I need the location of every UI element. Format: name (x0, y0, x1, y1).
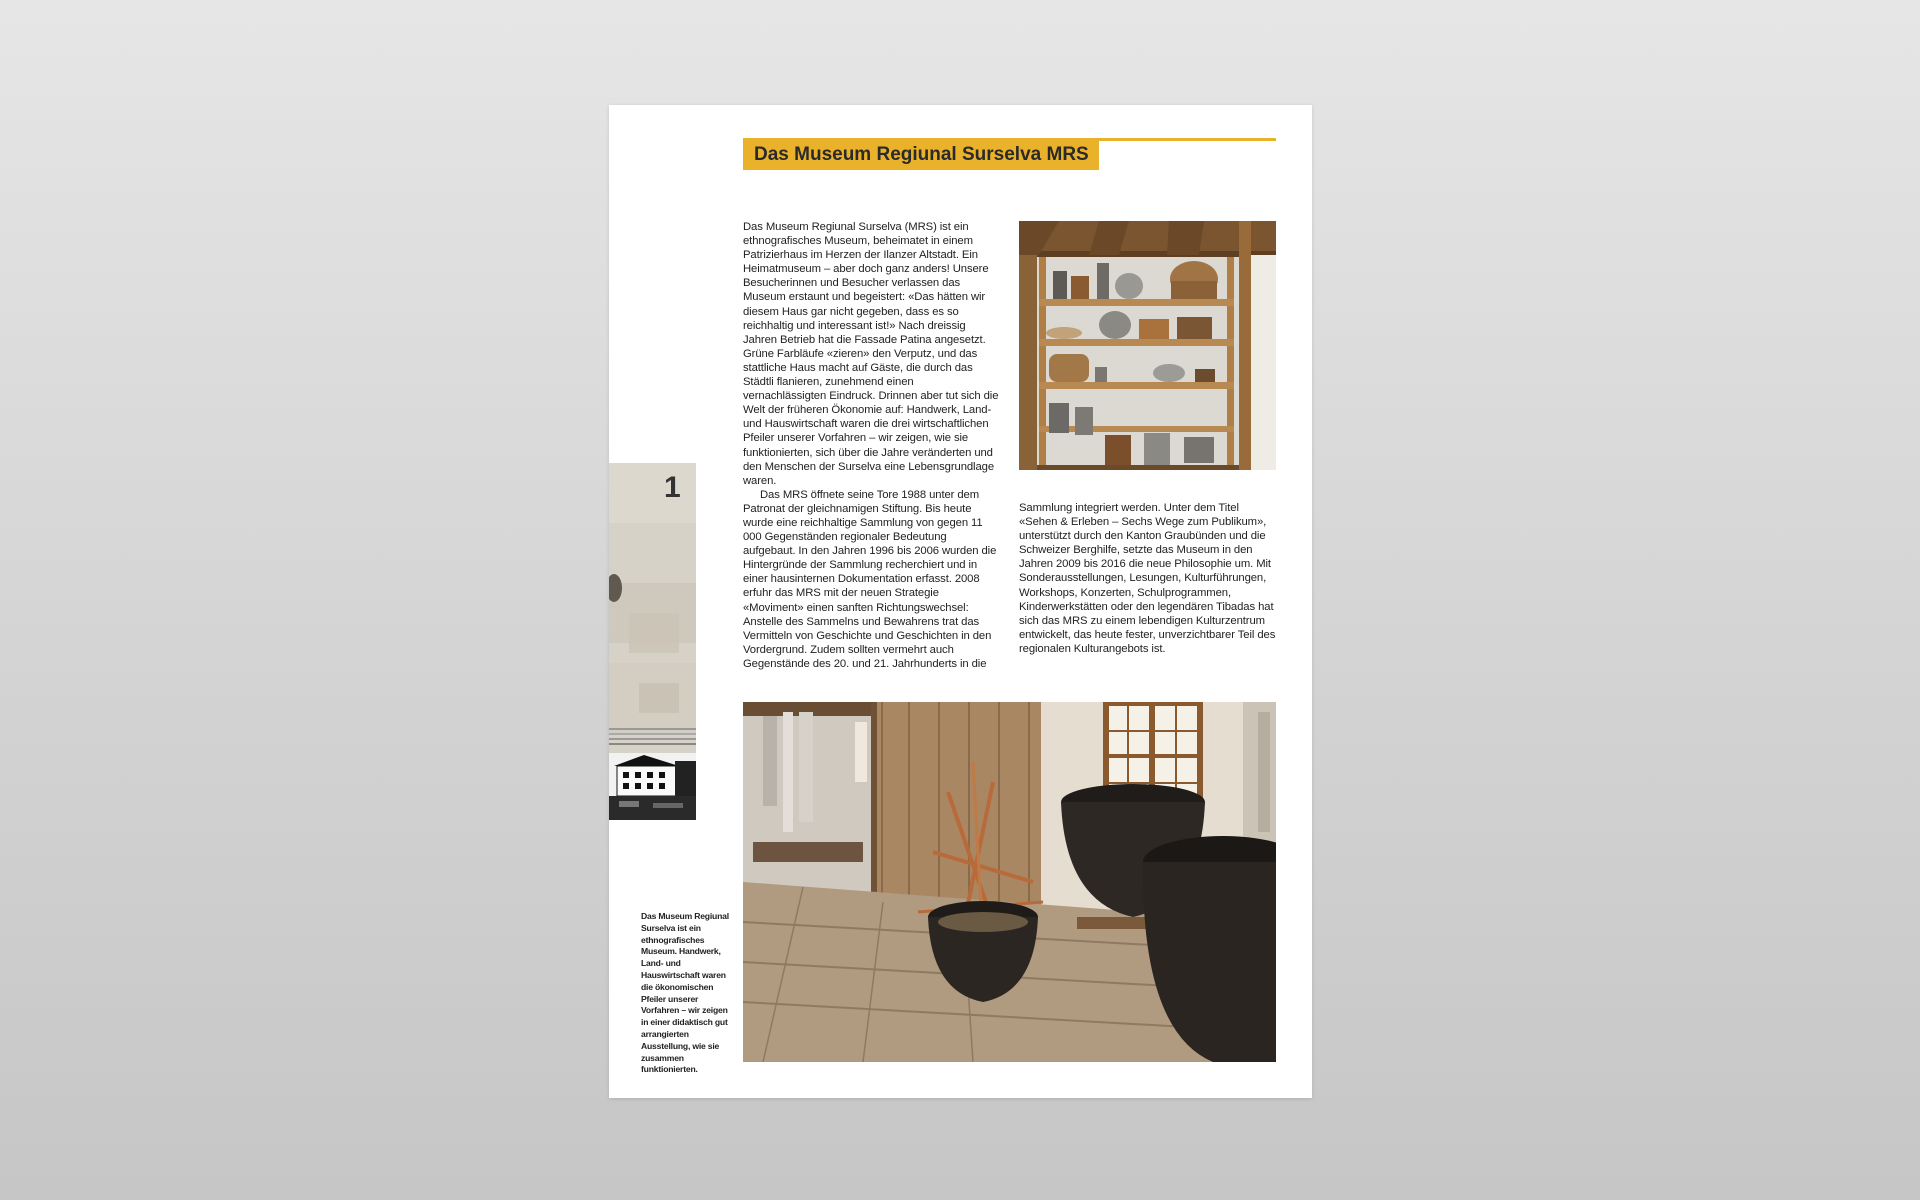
side-caption: Das Museum Regiunal Surselva ist ein ethnografisches Museum. Handwerk, Land- und Hauswirtschaft waren die ökonomischen Pfeiler unserer Vorfahren – wir zeigen in einer didaktisch gut arrangierten Ausstellung, wie sie zusammen funktionierten. (641, 911, 729, 1075)
section-number: 1 (664, 471, 681, 504)
side-strip-image (609, 463, 696, 820)
magazine-page (609, 105, 1312, 1098)
photo-museum-room (743, 702, 1276, 1062)
paragraph-1: Das Museum Regiunal Surselva (MRS) ist ein ethnografisches Museum, beheimatet in einem Patrizierhaus im Herzen der Ilanzer Altstadt. Ein Heimatmuseum – aber doch ganz anders! Unsere Besucherinnen und Besucher verlassen das Museum erstaunt und begeistert: «Das hätten wir diesem Haus gar nicht gegeben, dass es so reichhaltig und interessant ist!» Nach dreissig Jahren Betrieb hat die Fassade Patina angesetzt. Grüne Farbläufe «zieren» den Verputz, und das stattliche Haus macht auf Gäste, die durch das Städtli flanieren, zunehmend einen vernachlässigten Eindruck. Drinnen aber tut sich die Welt der früheren Ökonomie auf: Handwerk, Land- und Hauswirtschaft waren die drei wirtschaftlichen Pfeiler unserer Vorfahren – wir zeigen, wie sie funktionierten, sich über die Jahre veränderten und den Menschen der Surselva eine Lebensgrundlage waren. (743, 221, 999, 487)
article-title: Das Museum Regiunal Surselva MRS (743, 139, 1099, 170)
photo-shelves (1019, 221, 1276, 470)
text-column-right (1019, 501, 1276, 656)
paragraph-2: Das MRS öffnete seine Tore 1988 unter dem Patronat der gleichnamigen Stiftung. Bis heute wurde eine reichhaltige Sammlung von gegen 11 000 Gegenständen regionaler Bedeutung aufgebaut. In den Jahren 1996 bis 2006 wurden die Hintergründe der Sammlung recherchiert und in einer hausinternen Dokumentation erfasst. 2008 erfuhr das MRS mit der neuen Strategie «Moviment» einen sanften Richtungswechsel: Anstelle des Sammelns und Bewahrens trat das Vermitteln von Geschichte und Geschichten in den Vordergrund. Zudem sollten vermehrt auch Gegenstände des 20. und 21. Jahrhunderts in die (743, 488, 997, 670)
text-column-left (743, 220, 999, 671)
paragraph-3: Sammlung integriert werden. Unter dem Titel «Sehen & Erleben – Sechs Wege zum Publikum», unterstützt durch den Kanton Graubünden und die Schweizer Berghilfe, setzte das Museum in den Jahren 2009 bis 2016 die neue Philosophie um. Mit Sonderausstellungen, Lesungen, Kulturführungen, Workshops, Konzerten, Schulprogrammen, Kinderwerkstätten oder den legendären Tibadas hat sich das MRS zu einem lebendigen Kulturzentrum entwickelt, das heute fester, unverzichtbarer Teil des regionalen Kulturangebots ist. (1019, 502, 1276, 655)
